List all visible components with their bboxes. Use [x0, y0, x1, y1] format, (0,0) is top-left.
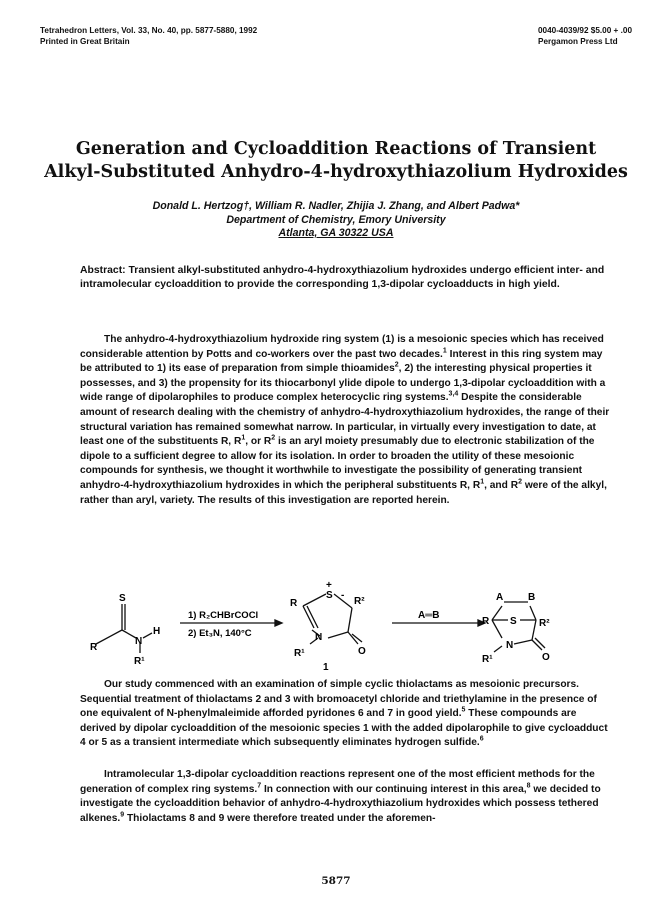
ref-6: 6: [479, 735, 484, 743]
title-line-1: Generation and Cycloaddition Reactions of Transient: [75, 139, 597, 159]
journal-citation: [40, 25, 257, 47]
title-line-2: Alkyl-Substituted Anhydro-4-hydroxythiazolium Hydroxides: [44, 162, 628, 182]
atom-A: A: [496, 592, 504, 603]
ref-1: 1: [442, 347, 447, 355]
ref-8: 8: [526, 782, 531, 790]
compound-label-1: 1: [323, 662, 329, 673]
p1-text: , and R: [484, 479, 519, 491]
sup-r1: 1: [241, 434, 246, 442]
issn-price-line: 0040-4039/92 $5.00 + .00: [537, 26, 632, 35]
p1-text: Interest in this ring system may be attributed to 1) its ease of preparation from simple thioamides: [80, 348, 603, 375]
printed-in-line: Printed in Great Britain: [40, 37, 130, 46]
p1-text: , or R: [245, 436, 272, 448]
p2-text: These compounds are derived by dipolar cycloaddition of the mesoionic species 1 with the added dipolarophile to give cycloadduct 4 or 5 as a transient intermediate which subsequently eliminates hydrogen sulfide.: [80, 708, 608, 749]
p2-text: Our study commenced with an examination of simple cyclic thiolactams as mesoionic precursors. Sequential treatment of thiolactams 2 and 3 with bromoacetyl chloride and triethylamine in the presence of one equivalent of N-phenylmaleimide afforded pyridones 6 and 7 in good yield.: [80, 679, 597, 720]
sub-R: R: [90, 642, 98, 653]
sub-R2: R²: [354, 596, 365, 607]
abstract-label: Abstract:: [80, 265, 126, 276]
p3-text: Thiolactams 8 and 9 were therefore treated under the aforemen-: [124, 812, 436, 824]
atom-O: O: [542, 652, 550, 663]
ref-3: 3,4: [448, 390, 459, 398]
p3-text: In connection with our continuing interest in this area,: [261, 783, 527, 795]
citation-line: Tetrahedron Letters, Vol. 33, No. 40, pp. 5877-5880, 1992: [40, 26, 258, 35]
atom-O: O: [358, 646, 366, 657]
sup-r2: 2: [518, 478, 522, 486]
ref-2: 2: [394, 361, 399, 369]
sub-R1: R¹: [134, 656, 145, 667]
charge-plus: +: [326, 580, 332, 591]
sub-R1: R¹: [482, 654, 493, 665]
p3-text: we decided to investigate the cycloaddition behavior of anhydro-4-hydroxythiazolium hydroxides which possess tethered alkenes.: [80, 783, 601, 824]
atom-B: B: [528, 592, 536, 603]
p1-text: were of the alkyl, rather than aryl, variety. The results of this investigation are reported herein.: [80, 479, 607, 506]
dipolarophile-AB: A═B: [418, 610, 440, 621]
p1-text: is an aryl moiety presumably due to electronic stabilization of the dipole to a sufficient degree to allow for its isolation. In order to broaden the utility of these mesoionic compounds for synthesis, we thought it worthwhile to investigate the possibility of generating transient anhydro-4-hydroxythiazolium hydroxides in which the peripheral substituents R, R: [80, 436, 595, 491]
address: Atlanta, GA 30322 USA: [278, 227, 394, 239]
reaction-scheme: [90, 576, 590, 676]
charge-minus: -: [341, 590, 345, 601]
sub-R2: R²: [539, 618, 550, 629]
reagent-2: 2) Et₃N, 140°C: [188, 628, 252, 639]
p3-text: Intramolecular 1,3-dipolar cycloaddition reactions represent one of the most efficient methods for the generation of complex ring systems.: [80, 769, 595, 795]
price-info: [538, 25, 632, 47]
reagent-1: 1) R₂CHBrCOCl: [188, 610, 259, 621]
author-block: [40, 200, 632, 241]
atom-S: S: [119, 593, 126, 604]
atom-N: N: [506, 640, 514, 651]
p1-text: The anhydro-4-hydroxythiazolium hydroxide ring system (1) is a mesoionic species which has received considerable attention by Potts and co-workers over the past two decades.: [80, 334, 604, 360]
abstract-text: Transient alkyl-substituted anhydro-4-hydroxythiazolium hydroxides undergo efficient inter- and intramolecular cycloaddition to provide the corresponding 1,3-dipolar cycloadducts in high yield.: [80, 265, 605, 290]
atom-S: S: [326, 590, 333, 601]
sub-R: R: [482, 616, 490, 627]
atom-H: H: [153, 626, 161, 637]
ref-5: 5: [461, 706, 466, 714]
body-paragraph-2: [80, 678, 610, 751]
author-names: Donald L. Hertzog†, William R. Nadler, Zhijia J. Zhang, and Albert Padwa*: [152, 200, 520, 212]
atom-N: N: [315, 632, 323, 643]
ref-9: 9: [120, 811, 125, 819]
sub-R: R: [290, 598, 298, 609]
page-number: 5877: [321, 875, 351, 887]
p1-text: Despite the considerable amount of research dealing with the chemistry of anhydro-4-hydroxythiazolium hydroxides, the range of their structural variation has remained somewhat narrow. In particular, in virtually every investigation to date, at least one of the substituents R, R: [80, 392, 610, 448]
body-paragraph-3: [80, 768, 610, 826]
p1-text: , 2) the interesting physical properties it possesses, and 3) the propensity for its thiocarbonyl ylide dipole to undergo 1,3-dipolar cycloaddition with a wide range of dipolarophiles to produce complex heterocyclic ring systems.: [80, 363, 606, 404]
paper-title: [40, 138, 632, 184]
body-paragraph-1: [80, 333, 610, 508]
sub-R1: R¹: [294, 648, 305, 659]
department: Department of Chemistry, Emory University: [226, 213, 446, 226]
abstract: [80, 264, 610, 292]
atom-N: N: [135, 636, 143, 647]
ref-7: 7: [257, 782, 262, 790]
sup-r2: 2: [271, 434, 276, 442]
sup-r1: 1: [480, 478, 485, 486]
publisher-line: Pergamon Press Ltd: [537, 37, 618, 46]
atom-S: S: [510, 616, 517, 627]
